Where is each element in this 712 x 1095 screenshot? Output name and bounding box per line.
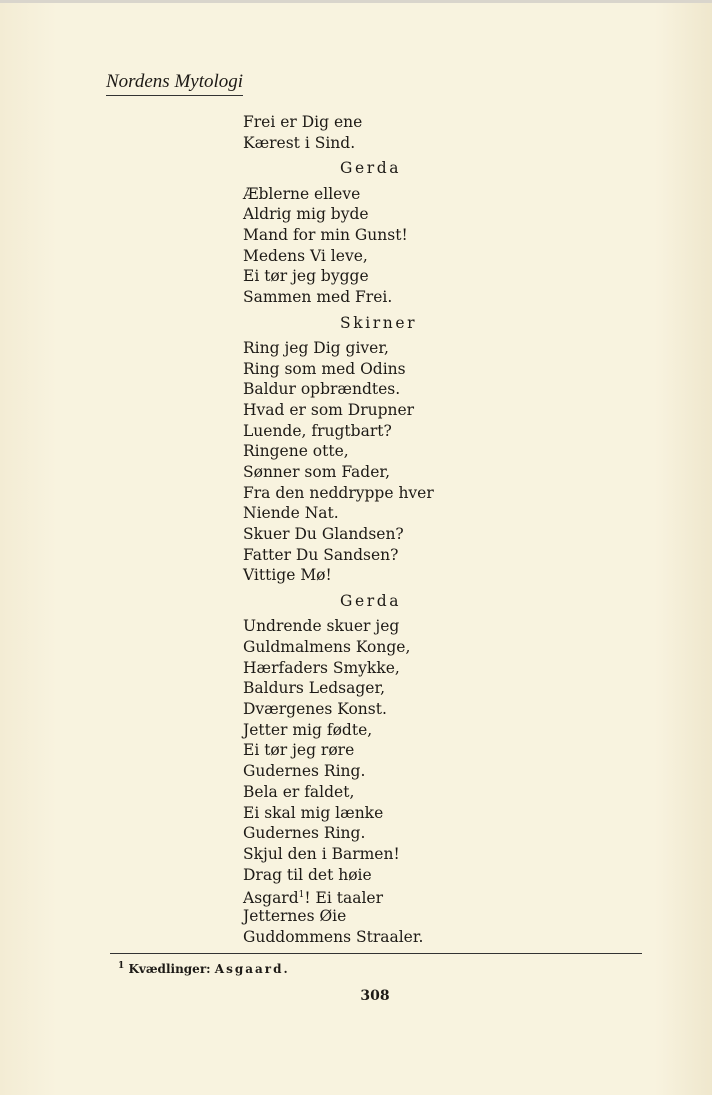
verse-line: Gudernes Ring.: [243, 762, 366, 781]
running-head: Nordens Mytologi: [106, 71, 243, 96]
verse-line: Fatter Du Sandsen?: [243, 545, 399, 564]
page-number: 308: [360, 988, 390, 1004]
verse-line: Skjul den i Barmen!: [243, 844, 400, 863]
footnote-label: Kvædlinger:: [128, 962, 211, 976]
verse-line: Sammen med Frei.: [243, 288, 393, 306]
verse-line: Æblerne elleve: [243, 184, 361, 203]
verse-line: Mand for min Gunst!: [243, 225, 408, 244]
verse-line: Luende, frugtbart?: [243, 421, 392, 440]
verse-line: Vittige Mø!: [243, 566, 332, 585]
verse-line: Jetternes Øie: [243, 906, 347, 925]
speaker-heading: Gerda: [340, 159, 402, 178]
verse-line: Guddommens Straaler.: [243, 927, 424, 946]
verse-line: Jetter mig fødte,: [243, 720, 373, 739]
footnote: [118, 961, 290, 976]
verse-line: Hvad er som Drupner: [243, 400, 415, 419]
verse-line: Baldur opbrændtes.: [243, 380, 401, 399]
verse-line: Baldurs Ledsager,: [243, 679, 386, 698]
verse-line: Ei tør jeg røre: [243, 741, 355, 760]
verse-line: [243, 885, 503, 906]
verse-line: Frei er Dig ene: [243, 113, 363, 131]
verse-line: Dværgenes Konst.: [243, 700, 387, 719]
footnote-text: Asgaard.: [214, 962, 290, 976]
verse-line: Ringene otte,: [243, 442, 349, 461]
verse-line: Aldrig mig byde: [243, 205, 369, 224]
verse-line: Ring jeg Dig giver,: [243, 338, 389, 357]
verse-line: Gudernes Ring.: [243, 824, 366, 843]
verse-line: Skuer Du Glandsen?: [243, 525, 404, 544]
verse-line: Ring som med Odins: [243, 359, 406, 378]
footnote-ref: 1: [298, 890, 305, 901]
verse-line: Niende Nat.: [243, 504, 339, 523]
verse-line: Kærest i Sind.: [243, 133, 356, 152]
verse-line: Hærfaders Smykke,: [243, 658, 400, 677]
verse-line: Ei tør jeg bygge: [243, 267, 369, 286]
verse-line: Guldmalmens Konge,: [243, 638, 411, 656]
poem-text: [243, 112, 503, 947]
verse-word: Asgard: [243, 889, 299, 908]
verse-line: Bela er faldet,: [243, 782, 355, 801]
verse-line: Sønner som Fader,: [243, 463, 391, 481]
verse-line: Fra den neddryppe hver: [243, 483, 434, 502]
speaker-heading: Gerda: [340, 592, 402, 611]
verse-rest: ! Ei taaler: [304, 889, 383, 908]
footnote-rule: [110, 953, 642, 954]
verse-line: Drag til det høie: [243, 865, 372, 884]
speaker-heading: Skirner: [340, 313, 418, 332]
footnote-mark: 1: [118, 961, 125, 971]
verse-line: Medens Vi leve,: [243, 246, 368, 265]
verse-line: Ei skal mig lænke: [243, 803, 384, 822]
verse-line: Undrende skuer jeg: [243, 617, 400, 636]
